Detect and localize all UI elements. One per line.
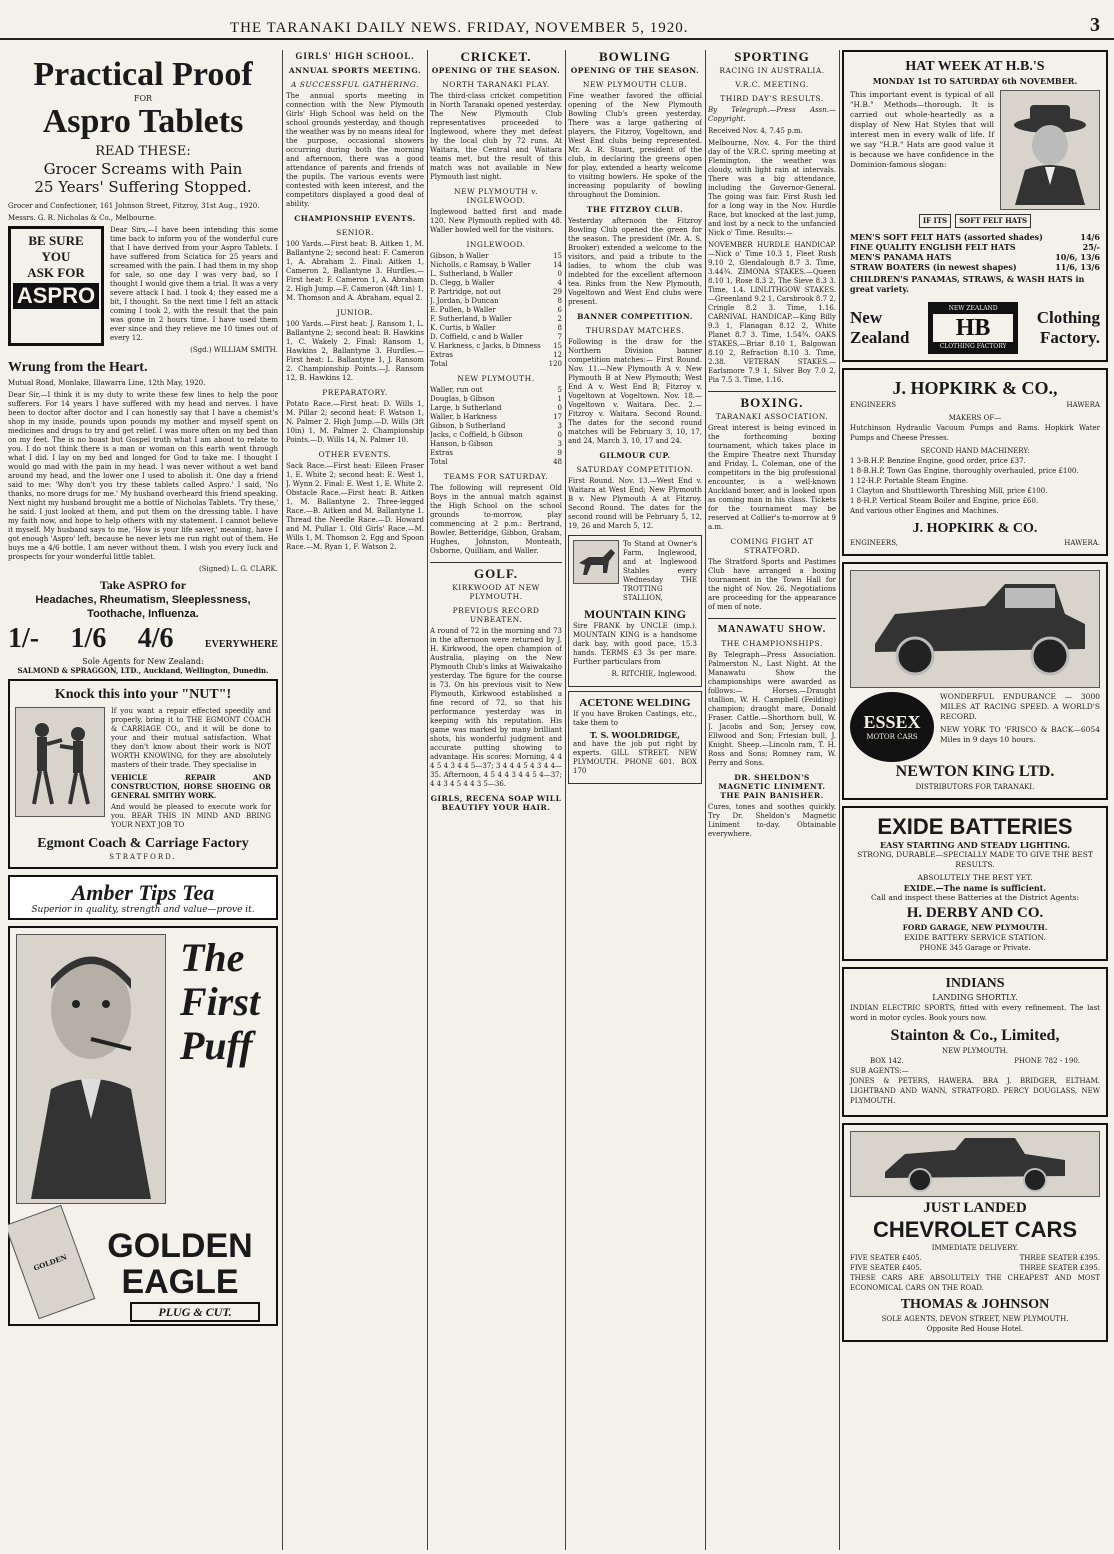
hat-price: 14/6 xyxy=(1080,232,1100,242)
knock-specialties: VEHICLE REPAIR AND CONSTRUCTION, HORSE SHOEING OR GENERAL SMITHY WORK. xyxy=(111,773,271,800)
acetone-body: If you have Broken Castings, etc., take them to xyxy=(573,710,697,727)
batsman-name: E. Pullen, b Waller xyxy=(430,306,496,314)
bowling-title: BOWLING xyxy=(598,50,671,64)
score-row xyxy=(430,360,562,369)
column-divider xyxy=(427,50,428,1550)
aspro-heading: Practical Proof xyxy=(33,56,253,93)
essex-logo-2: MOTOR CARS xyxy=(866,733,918,741)
just-landed: JUST LANDED xyxy=(923,1200,1027,1216)
machinery-item: 1 12-H.P. Portable Steam Engine. xyxy=(850,477,969,485)
exide-title: EXIDE BATTERIES xyxy=(877,814,1073,839)
stratford-fight-heading: COMING FIGHT AT STRATFORD. xyxy=(730,537,814,555)
batsman-name: Gibson, b Sutherland xyxy=(430,422,506,430)
knock-title: Knock this into your "NUT"! xyxy=(54,687,232,702)
hat-item: STRAW BOATERS (in newest shapes) xyxy=(850,262,1017,272)
batsman-name: Extras xyxy=(430,351,453,359)
smoking-man-illustration xyxy=(16,934,166,1204)
sporting-subtitle: RACING IN AUSTRALIA. xyxy=(719,66,825,75)
column-divider xyxy=(282,50,283,1550)
sporting-subtitle-2: V.R.C. MEETING. xyxy=(735,80,809,89)
car-icon xyxy=(855,574,1095,684)
sporting-title: SPORTING xyxy=(734,50,810,64)
thomas-johnson: THOMAS & JOHNSON xyxy=(900,1297,1050,1312)
exide-sub: EASY STARTING AND STEADY LIGHTING. xyxy=(879,840,1071,850)
boxing-subtitle: TARANAKI ASSOCIATION. xyxy=(715,412,829,421)
ghs-junior-heading: JUNIOR. xyxy=(336,308,374,317)
aspro-advertisement-column xyxy=(8,50,278,1550)
batsman-name: L. Sutherland, b Waller xyxy=(430,270,513,278)
stratford-fight-body: The Stratford Sports and Pastimes Club have arranged a boxing tournament in the Town Hall for the night of Nov. 26. Negotiations are proceeding for the appearance of men of note. xyxy=(708,558,836,611)
boxers-icon xyxy=(20,712,100,812)
batsman-name: D. Clegg, b Waller xyxy=(430,279,495,287)
score-row xyxy=(430,431,562,440)
bowling-subtitle-2: NEW PLYMOUTH CLUB. xyxy=(582,80,688,89)
bowling-body-4: First Round. Nov. 13.—West End v. Waitara at West End; New Plymouth B v. New Plymouth A at Fitzroy. Second Round. The dates for the second round will be February 5, 12, 19, 26 and March 5, 12. xyxy=(568,477,702,530)
tobacco-plug-cut: PLUG & CUT. xyxy=(130,1302,260,1322)
acetone-firm: T. S. WOOLDRIDGE, xyxy=(589,730,681,740)
horse-icon xyxy=(575,543,617,581)
letter1-body: Dear Sirs,—I have been intending this some time back to inform you of the wonderful cure that I have derived from your Aspro Tablets. I have suffered from Sciatica for 25 years and screamed with the pain. I had them in my shop for sale, so one day I was very bad, so I thought I would give them a trial. It was a very severe attack I had. I took 4; they eased me a bit, I thought. So the next time I felt an attack coming I took 2, with the result that the pain was gone in 2 hours time. I have used them ever since and they relieve me 10 times out of every 12. xyxy=(110,226,278,342)
batsman-runs: 14 xyxy=(553,261,562,269)
hat-week-advertisement xyxy=(842,50,1108,362)
derby-name: H. DERBY AND CO. xyxy=(906,905,1044,921)
makers-body: Hutchinson Hydraulic Vacuum Pumps and Rams. Hopkirk Water Pumps and Cheese Presses. xyxy=(850,424,1100,442)
batsman-runs: 6 xyxy=(557,306,562,314)
cricket-subtitle: OPENING OF THE SEASON. xyxy=(431,66,561,75)
cheapest-cars: THESE CARS ARE ABSOLUTELY THE CHEAPEST AND MOST ECONOMICAL CARS ON THE ROAD. xyxy=(850,1274,1100,1292)
stallion-name: MOUNTAIN KING xyxy=(583,607,687,621)
hopkirk-engineers: ENGINEERS xyxy=(850,401,897,409)
hat-price: 25/- xyxy=(1082,242,1100,252)
batsman-runs: 12 xyxy=(553,351,562,359)
score-row xyxy=(430,458,562,467)
indians-body: INDIAN ELECTRIC SPORTS, fitted with every refinement. The last word in motor cycles. Book yours now. xyxy=(850,1004,1100,1022)
derby-address: FORD GARAGE, NEW PLYMOUTH. xyxy=(902,923,1048,932)
ghs-title: GIRLS' HIGH SCHOOL. xyxy=(295,51,415,61)
essex-advertisement xyxy=(842,562,1108,800)
hb-logo-top: NEW ZEALAND xyxy=(948,305,998,312)
hat-label-2: SOFT FELT HATS xyxy=(955,214,1031,228)
ask-for-aspro-badge xyxy=(8,226,104,346)
batsman-name: Douglas, b Gibson xyxy=(430,395,495,403)
page-number: 3 xyxy=(1090,14,1100,36)
three-seater-price: THREE SEATER £395. xyxy=(1019,1254,1100,1262)
bowling-column xyxy=(568,50,702,1550)
boxers-illustration xyxy=(15,707,105,817)
car-icon xyxy=(865,1134,1085,1194)
five-seater-price: FIVE SEATER £405. xyxy=(850,1254,922,1262)
batsman-runs: 0 xyxy=(557,404,562,412)
exide-advertisement xyxy=(842,806,1108,961)
manawatu-title: MANAWATU SHOW. xyxy=(717,624,827,635)
batsman-name: D. Coffield, c and b Waller xyxy=(430,333,523,341)
batsman-name: Total xyxy=(430,458,448,466)
batsman-name: Nicholls, c Ramsay, b Waller xyxy=(430,261,531,269)
teams-heading: TEAMS FOR SATURDAY. xyxy=(443,472,549,481)
hat-week-dates: MONDAY 1st TO SATURDAY 6th NOVEMBER. xyxy=(872,76,1078,86)
sole-agents: Sole Agents for New Zealand: xyxy=(82,657,204,666)
nz-right-1: Clothing xyxy=(1036,308,1100,327)
exide-sub-2: STRONG, DURABLE—SPECIALLY MADE TO GIVE THE BEST RESULTS. xyxy=(857,850,1093,869)
sporting-column xyxy=(708,50,836,1550)
hopkirk-title: J. HOPKIRK & CO., xyxy=(892,378,1058,398)
team1-scorecard xyxy=(430,252,562,369)
hat-man-illustration xyxy=(1000,90,1100,210)
girls-high-school-column xyxy=(286,50,424,1550)
aspro-read-these: READ THESE: xyxy=(95,144,191,159)
score-row xyxy=(430,288,562,297)
hb-logo-bottom: CLOTHING FACTORY xyxy=(939,343,1007,350)
mountain-king-advertisement xyxy=(568,535,702,687)
golf-subtitle: KIRKWOOD AT NEW PLYMOUTH. xyxy=(452,583,540,601)
egmont-town: STRATFORD. xyxy=(109,853,177,861)
sporting-body-1: Melbourne, Nov. 4. For the third day of the V.R.C. spring meeting at Flemington, the weather was cloudy, with light rain at intervals. There was a big attendance, including the Governor-General. The going was fair. First Rush led for a long way in the Nov. Hurdle Race, but knocked at the last jump, and lost by a neck to the unfancied Nick o' Time. Results:— xyxy=(708,139,836,237)
machinery-item: 1 3-B.H.P. Benzine Engine, good order, price £37. xyxy=(850,457,1026,465)
score-row xyxy=(430,395,562,404)
batsman-name: Gibson, b Waller xyxy=(430,252,489,260)
score-row xyxy=(430,252,562,261)
ghs-senior-heading: SENIOR. xyxy=(336,228,374,237)
chevrolet-advertisement xyxy=(842,1123,1108,1342)
amber-tips-tea-advertisement xyxy=(8,875,278,920)
ghs-body-5: Sack Race.—First heat: Eileen Fraser 1, E. White 2; second heat: E. West 1, J. Wynn 2. Final: E. West 1, E. White 2. Obstacle Race.—First heat: B. Aitken 1, M. Ballantyne 2. Three-legged Race.—B. Aitken and M. Ballantyne 1. Thread the Needle Race.—D. Howard and M. Pullar 1. Old Girls' Race.—M. Wills 1, M. Thomson 2. Egg and Spoon Race.—M. Ryan 1, F. Watson 2. xyxy=(286,462,424,551)
immediate-delivery: IMMEDIATE DELIVERY. xyxy=(931,1244,1019,1252)
hat-price-list xyxy=(850,232,1100,272)
exide-name: EXIDE.—The name is sufficient. xyxy=(903,883,1047,893)
stainton-box: BOX 142. xyxy=(870,1057,904,1065)
boxing-body: Great interest is being evinced in the forthcoming boxing tournament, which takes place in the Empire Theatre next Thursday and Friday. L. Coleman, one of the competitors in the big professional encounter, is a well-known Auckland boxer, and is looked upon as coming man in his class. Tickets for the tournament may be reserved at Collier's to-morrow at 9 a.m. xyxy=(708,424,836,531)
makers-heading: MAKERS OF— xyxy=(948,414,1002,422)
hopkirk-town: HAWERA xyxy=(1066,401,1100,409)
price-row xyxy=(8,623,278,655)
indians-advertisement xyxy=(842,967,1108,1117)
acetone-tail: and have the job put right by experts. GILL STREET, NEW PLYMOUTH. PHONE 601. BOX 170 xyxy=(573,740,697,775)
exide-best: ABSOLUTELY THE BEST YET. xyxy=(917,873,1033,882)
hat-item: MEN'S SOFT FELT HATS (assorted shades) xyxy=(850,232,1043,242)
subagents-list: JONES & PETERS, HAWERA. BRA J. BRIDGER, ELTHAM. LIGHTBAND AND WANN, STRATFORD. PERCY DOUGLASS, NEW PLYMOUTH. xyxy=(850,1077,1100,1105)
ghs-subtitle: ANNUAL SPORTS MEETING. xyxy=(288,66,422,75)
manawatu-subtitle: THE CHAMPIONSHIPS. xyxy=(721,639,823,648)
sole-agents-names: SALMOND & SPRAGGON, LTD., Auckland, Wellington, Dunedin. xyxy=(17,666,269,675)
man-in-hat-icon xyxy=(1005,95,1095,205)
ghs-body-2: 100 Yards.—First heat: B. Aitken 1, M. Ballantyne 2; second heat: F. Cameron 1, A. Abraham 2. Final: Aitken 1, Cameron 2, Ballantyne 3. Hurdles.—First heat: F. Cameron 1, A. Abraham 2. High Jump.—F. Cameron (4ft 1in) 1, M. Thomson and A. Abraham, equal 2. xyxy=(286,240,424,302)
batsman-name: Total xyxy=(430,360,448,368)
batsman-runs: 120 xyxy=(548,360,562,368)
batsman-name: Extras xyxy=(430,449,453,457)
score-row xyxy=(430,306,562,315)
essex-trip: NEW YORK TO 'FRISCO & BACK—6054 Miles in 9 days 10 hours. xyxy=(940,725,1100,744)
machinery-list xyxy=(850,456,1100,506)
golf-subtitle-2: PREVIOUS RECORD UNBEATEN. xyxy=(452,606,540,624)
hopkirk-footer-left: ENGINEERS, xyxy=(850,539,898,547)
bowling-body-1: Fine weather favored the official opening of the New Plymouth Bowling Club's green yesterday. There was a large gathering of players, the Fitzroy, Vogeltown, and West End clubs being represented. Mr. A. R. Stuart, president of the club, in declaring the greens open for play, extended a hearty welcome to visiting bowlers. He spoke of the increasing popularity of bowling throughout the Dominion. xyxy=(568,92,702,199)
cricket-golf-column xyxy=(430,50,562,1550)
aspro-product: Aspro Tablets xyxy=(42,103,244,140)
derby-service: EXIDE BATTERY SERVICE STATION. xyxy=(904,933,1046,942)
teams-body: The following will represent Old Boys in the annual match against the High School on the school grounds to-morrow, play commencing at 2 p.m.: Bertrand, Bowler, Betteridge, Gibbon, Graham, Hughes, Johnston, Monteath, Osborne, Quilliam, and Waller. xyxy=(430,484,562,555)
golf-body: A round of 72 in the morning and 73 in the afternoon were returned by J. H. Kirkwood, the open champion of Australia, playing on the New Plymouth Club's links at Waiwakaiho yesterday. The figure for the course is 73. On his previous visit to New Plymouth, Kirkwood established a fine record of 72, so that his performance yesterday was in keeping with his reputation. His game was marked by many brilliant shots, his wonderful judgment and accurate putting showing to advantage. His scores: Morning, 4 4 4 5 4 3 4 4 5—37; 3 4 4 4 5 4 3 4 4—35. Afternoon, 4 5 4 4 3 4 4 5 4—37; 4 4 3 4 5 4 4 3 5—36. xyxy=(430,627,562,788)
manawatu-body: By Telegraph—Press Association. Palmerston N., Last Night. At the Manawatu Show the championships were awarded as follows:— Horses.—Draught stallion, W. H. Campbell (Feilding) champion; draught mare, Donald Fraser. Cattle.—Shorthorn bull, W. J. Jacobs and Son; Jersey cow, Ellwood and Son; Friesian bull, J. Knight. Sheep.—Lincoln ram, T. H. Ross and Sons; Romney ram, W. Perry and Sons. xyxy=(708,651,836,767)
batsman-runs: 8 xyxy=(557,297,562,305)
price-1: 1/- xyxy=(8,623,40,654)
ghs-body-4: Potato Race.—First heat: D. Wills 1, M. Pillar 2; second heat: F. Watson 1, N. Palmer 2. High Jump.—D. Wills (3ft 10in) 1, M. Palmer 2. Championship Points.—D. Wills 14, N. Palmer 10. xyxy=(286,400,424,444)
other-engines: And various other Engines and Machines. xyxy=(850,507,999,515)
children-hats: CHILDREN'S PANAMAS, STRAWS, & WASH HATS in great variety. xyxy=(850,274,1085,294)
acetone-welding-advertisement xyxy=(568,691,702,784)
batsman-runs: 3 xyxy=(557,422,562,430)
team1-heading: INGLEWOOD. xyxy=(466,240,526,249)
batsman-runs: 4 xyxy=(557,279,562,287)
hb-logo-text: HB xyxy=(933,314,1013,342)
boxing-title: BOXING. xyxy=(740,395,804,410)
score-row xyxy=(430,324,562,333)
badge-line1: BE SURE YOU xyxy=(28,233,84,264)
derby-phone: PHONE 345 Garage or Private. xyxy=(919,944,1031,952)
batsman-runs: 1 xyxy=(557,395,562,403)
sporting-body-2: NOVEMBER HURDLE HANDICAP.—Nick o' Time 10.3 1, Fleet Rush 9.10 2, Glendalough 8.7 3. Time, 3.44¾. ZIMONA STAKES.—Queen 8.10 1, Rose 8.3 2, The Sieve 8.3 3. Time, 1.4. LINLITHGOW STAKES.—Greenland 9.2 1, Carsbrook 8.7 2, Cringle 8.2 3. Time, 1.16. CARNIVAL HANDICAP.—King Billy 9.3 1, Flanagan 8.12 2, White Planet 8.7 3. Time, 1.54¾. OAKS STAKES.—Briar 8.10 1, Balgowan 8.10 2, Refraction 8.10 3. Time, 2.38. VETERAN STAKES.—Earlsmore 7.9 1, Silver Boy 7.0 2, Pia 7.5 3. Time, 1.16. xyxy=(708,241,836,384)
batsman-name: J. Jordan, b Duncan xyxy=(430,297,499,305)
subagents-heading: SUB AGENTS:— xyxy=(850,1067,909,1075)
page-title: THE TARANAKI DAILY NEWS. FRIDAY, NOVEMBER 5, 1920. xyxy=(230,20,689,36)
three-seater-price-2: THREE SEATER £395. xyxy=(1019,1264,1100,1272)
stallion-body: Sire FRANK by UNCLE (imp.). MOUNTAIN KING is a handsome dark bay, with good pace, 15.3 hands. TERMS £3 3s per mare. Further particulars from xyxy=(573,622,697,666)
stallion-heading: To Stand at Owner's Farm, Inglewood, and at Inglewood Stables every Wednesday THE TROTTING STALLION, xyxy=(623,540,697,602)
smoking-man-icon xyxy=(21,939,161,1199)
machinery-item: 1 8-H.P. Vertical Steam Boiler and Engine, price £60. xyxy=(850,497,1039,505)
team2-heading: NEW PLYMOUTH. xyxy=(457,374,535,383)
batsman-name: V. Harkness, c Jacks, b Dinness xyxy=(430,342,541,350)
tobacco-brand-1: GOLDEN xyxy=(107,1227,253,1265)
tobacco-packet-brand: GOLDEN xyxy=(32,1251,68,1273)
letter1-signature: (Sgd.) WILLIAM SMITH. xyxy=(190,346,278,354)
sheldon-heading: DR. SHELDON'S MAGNETIC LINIMENT. THE PAIN BANISHER. xyxy=(718,773,826,800)
hat-week-title: HAT WEEK AT H.B.'S xyxy=(905,59,1045,74)
knock-tail: And would be pleased to execute work for you. BEAR THIS IN MIND AND BRING YOUR NEXT JOB TO xyxy=(111,803,271,829)
take-aspro: Take ASPRO for xyxy=(99,578,187,592)
hat-week-body: This important event is typical of all "H.B." Methods—thorough. It is carried out whole-heartedly as a display of New Hat Styles that will interest men in every walk of life. If we say "H.B." Hats are good value it is because we have confidence in the Dominion-famous slogan: xyxy=(850,90,994,169)
ghs-subtitle-2: A SUCCESSFUL GATHERING. xyxy=(290,80,420,89)
hat-price-row xyxy=(850,252,1100,262)
hb-logo xyxy=(928,302,1018,354)
everywhere: EVERYWHERE xyxy=(204,639,278,650)
advertisements-column xyxy=(842,50,1108,1550)
batsman-name: Large, b Sutherland xyxy=(430,404,502,412)
score-row xyxy=(430,261,562,270)
sheldon-body: Cures, tones and soothes quickly. Try Dr. Sheldon's Magnetic Liniment to-day. Obtainable everywhere. xyxy=(708,803,836,838)
bowling-body-3: Following is the draw for the Northern Division banner competition matches:— First Round. Nov. 11.—New Plymouth A v. New Plymouth B at New Plymouth; West End A v. West End B; Fitzroy v. Vogeltown at Vogeltown. Nov. 18.—Vogeltown v. Waitara. Dec. 2.—Fitzroy v. Waitara. Second Round. The dates for the second round matches will be February 3, 10, 17, and 24, March 3, 10, 17 and 24. xyxy=(568,338,702,445)
score-row xyxy=(430,342,562,351)
letter1-address: Grocer and Confectioner, 161 Johnson Street, Fitzroy, 31st Aug., 1920. xyxy=(8,202,260,210)
golf-title: GOLF. xyxy=(474,566,518,581)
batsman-name: Waller, run out xyxy=(430,386,483,394)
aspro-for: FOR xyxy=(133,94,153,103)
batsman-runs: 15 xyxy=(553,342,562,350)
hat-price-row xyxy=(850,242,1100,252)
batsman-runs: 5 xyxy=(557,386,562,394)
hat-price: 10/6, 13/6 xyxy=(1055,252,1100,262)
trotting-horse-illustration xyxy=(573,540,619,584)
tobacco-brand-2: EAGLE xyxy=(121,1263,239,1301)
hat-item: FINE QUALITY ENGLISH FELT HATS xyxy=(850,242,1016,252)
newton-king-sub: DISTRIBUTORS FOR TARANAKI. xyxy=(915,783,1035,791)
egmont-coach-advertisement xyxy=(8,679,278,869)
score-row xyxy=(430,270,562,279)
score-row xyxy=(430,297,562,306)
letter2-address: Mutual Road, Monlake, Illawarra Line, 12th May, 1920. xyxy=(8,379,206,387)
column-divider xyxy=(839,50,840,1550)
masthead xyxy=(0,0,1114,40)
aspro-grocer: Grocer Screams with Pain xyxy=(43,160,243,178)
batsman-runs: 9 xyxy=(557,449,562,457)
egmont-firm: Egmont Coach & Carriage Factory xyxy=(37,836,249,851)
hat-item: MEN'S PANAMA HATS xyxy=(850,252,952,262)
badge-brand: ASPRO xyxy=(13,283,99,309)
puff-word-3: Puff xyxy=(180,1023,253,1068)
heart-title: Wrung from the Heart. xyxy=(8,360,148,375)
batsman-runs: 8 xyxy=(557,324,562,332)
gilmour-subheading: SATURDAY COMPETITION. xyxy=(576,465,694,474)
stainton-town: NEW PLYMOUTH. xyxy=(942,1047,1008,1055)
hopkirk-footer: J. HOPKIRK & CO. xyxy=(912,521,1038,536)
machinery-item: 1 8-B.H.P. Town Gas Engine, thoroughly overhauled, price £100. xyxy=(850,467,1079,475)
column-divider xyxy=(705,50,706,1550)
aspro-suffering: 25 Years' Suffering Stopped. xyxy=(34,178,252,196)
knock-body: If you want a repair effected speedily and properly, bring it to THE EGMONT COACH & CARRIAGE CO., and it will be done to your and their mutual satisfaction. What they don't know about their work is NOT WORTH KNOWING, for they are absolutely masters of their trade. They specialise in xyxy=(111,707,271,769)
batsman-name: Waller, b Harkness xyxy=(430,413,497,421)
ghs-body-1: The annual sports meeting in connection with the New Plymouth Girls' High School was held on the school grounds yesterday, and though the weather was by no means ideal for the purpose, occasional showers occurring during both the morning and afternoon, there was a good attendance of parents and friends of the pupils. The various events were contested with keen interest, and the competitors displayed a good deal of ability. xyxy=(286,92,424,208)
stainton-phone: PHONE 782 - 190. xyxy=(1014,1057,1080,1065)
tobacco-packet-illustration xyxy=(8,1205,95,1319)
batsman-runs: 15 xyxy=(553,252,562,260)
chevrolet-title: CHEVROLET CARS xyxy=(872,1217,1078,1242)
nz-left-1: New xyxy=(850,308,883,327)
batsman-name: Hanson, b Gibson xyxy=(430,440,493,448)
ailments: Headaches, Rheumatism, Sleeplessness, Toothache, Influenza. xyxy=(35,594,251,620)
essex-car-illustration xyxy=(850,570,1100,688)
sporting-received: Received Nov. 4, 7.45 p.m. xyxy=(708,127,803,135)
batsman-runs: 2 xyxy=(557,315,562,323)
column-divider xyxy=(565,50,566,1550)
machinery-item: 1 Clayton and Shuttleworth Threshing Mill, price £100. xyxy=(850,487,1048,495)
sporting-byline: By Telegraph.—Press Assn.—Copyright. xyxy=(708,106,836,123)
gilmour-heading: GILMOUR CUP. xyxy=(599,451,671,460)
ghs-preparatory-heading: PREPARATORY. xyxy=(322,388,388,397)
score-row xyxy=(430,404,562,413)
batsman-name: K. Curtis, b Waller xyxy=(430,324,496,332)
tea-brand: Amber Tips Tea xyxy=(71,880,215,905)
tea-slogan: Superior in quality, strength and value—prove it. xyxy=(31,905,255,915)
price-3: 4/6 xyxy=(137,623,174,654)
batsman-runs: 0 xyxy=(557,431,562,439)
batsman-runs: 7 xyxy=(557,333,562,341)
letter1-to: Messrs. G. R. Nicholas & Co., Melbourne. xyxy=(8,214,157,222)
recena-soap-notice: GIRLS, RECENA SOAP WILL BEAUTIFY YOUR HAIR. xyxy=(430,794,562,812)
thomas-johnson-sub: SOLE AGENTS, DEVON STREET, NEW PLYMOUTH. xyxy=(881,1315,1069,1323)
stainton-name: Stainton & Co., Limited, xyxy=(890,1027,1060,1044)
chevrolet-car-illustration xyxy=(850,1131,1100,1197)
acetone-title: ACETONE WELDING xyxy=(579,697,691,709)
thomas-johnson-address: Opposite Red House Hotel. xyxy=(926,1325,1024,1333)
nz-right-2: Factory. xyxy=(1040,328,1100,347)
ghs-body-3: 100 Yards.—First heat: J. Ransom 1, L. Ballantyne 2; second heat: B. Hawkins 1, C. Wakely 2. Final: Ransom 1, Hawkins 2, Ballantyne 3. Hurdles.—First heat: L. Ballantyne 1, J. Ransom 2. Championship Points.—J. Ransom 12, B. Hawkins 12. xyxy=(286,320,424,382)
indians-title: INDIANS xyxy=(945,976,1005,991)
batsman-runs: 0 xyxy=(557,270,562,278)
cricket-body-1: The third-class cricket competition in North Taranaki opened yesterday. The New Plymouth Club representatives proceeded to Inglewood, where they met defeat by the local club by 72 runs. At Waitara, the Central and Waitara teams met, but the result of this match was not available in New Plymouth last night. xyxy=(430,92,562,181)
cricket-body-2: Inglewood batted first and made 120. New Plymouth replied with 48. Waller bowled well for the visitors. xyxy=(430,208,562,234)
score-row xyxy=(430,315,562,324)
score-row xyxy=(430,413,562,422)
score-row xyxy=(430,279,562,288)
banner-subheading: THURSDAY MATCHES. xyxy=(585,326,685,335)
score-row xyxy=(430,386,562,395)
five-seater-price-2: FIVE SEATER £405. xyxy=(850,1264,922,1272)
hat-price: 11/6, 13/6 xyxy=(1055,262,1100,272)
batsman-name: P. Partridge, not out xyxy=(430,288,501,296)
second-hand-heading: SECOND HAND MACHINERY: xyxy=(920,447,1030,455)
fitzroy-heading: THE FITZROY CLUB. xyxy=(586,205,684,214)
letter2-body: Dear Sir,—I think it is my duty to write these few lines to help the poor sufferers. For 14 years I have suffered with my head and nerves. I have been to doctor after doctor and I can honestly say that I have a chemist's shop in my inside, pounds upon pounds my mother and myself spent on medicines and drugs to try and get relief. I was more often on my bed than on my feet. The is no boast but Gospel truth what I am about to relate to you. I do not think there is a man or woman on this earth went through what I did. I lay on my bed and longed for God to take me. I thought I would go mad with the pain in my head. I was never without a wet band around my head, and the lower one I used to abolish it. One day a friend said to me: 'Why don't you try these tablets called Aspro.' I said, 'No thanks, no more drugs for me.' My husband overheard this friend speaking. Next night my husband brought me a bottle of Nicholas Tablets. 'Try these,' he said. I just looked at them, and put them on the dressing table. I have my faith now, and hope to help others with my statement. I cannot believe it myself. My husband says to me, 'How is your life saver,' meaning, have I got enough 'Aspro' left, because he never lets me run right out of them. He buys me a 4/6 bottle. I am never without them. I wish you every luck and prospects for your wonderful little tablet. xyxy=(8,391,278,561)
batsman-runs: 48 xyxy=(553,458,562,466)
batsman-runs: 17 xyxy=(553,413,562,421)
bowling-body-2: Yesterday afternoon the Fitzroy Bowling Club opened the green for the season. The president (Mr. A. S. Brooker) extended a welcome to the visitors, and paid a tribute to the ladies, to whom the club was indebted for the excellent afternoon tea. Rinks from the New Plymouth, Vogeltown and West End clubs were present. xyxy=(568,217,702,306)
essex-logo xyxy=(850,692,934,762)
cricket-match-heading: NEW PLYMOUTH v. INGLEWOOD. xyxy=(454,187,538,205)
hat-label-1: IF ITS xyxy=(919,214,951,228)
ghs-championship-heading: CHAMPIONSHIP EVENTS. xyxy=(294,214,416,223)
puff-word-1: The xyxy=(180,935,245,980)
hopkirk-advertisement xyxy=(842,368,1108,556)
indians-sub: LANDING SHORTLY. xyxy=(932,993,1018,1002)
price-2: 1/6 xyxy=(70,623,107,654)
hat-price-row xyxy=(850,262,1100,272)
score-row xyxy=(430,351,562,360)
badge-line2: ASK FOR xyxy=(27,265,85,280)
banner-heading: BANNER COMPETITION. xyxy=(577,312,693,321)
batsman-name: F. Sutherland, b Waller xyxy=(430,315,512,323)
bowling-subtitle: OPENING OF THE SEASON. xyxy=(570,66,700,75)
cricket-title: CRICKET. xyxy=(460,50,532,64)
team2-scorecard xyxy=(430,386,562,467)
hat-price-row xyxy=(850,232,1100,242)
batsman-runs: 3 xyxy=(557,440,562,448)
sporting-subtitle-3: THIRD DAY'S RESULTS. xyxy=(720,94,824,103)
batsman-name: Jacks, c Coffield, b Gibson xyxy=(430,431,523,439)
essex-endurance: WONDERFUL ENDURANCE — 3000 MILES AT RACING SPEED. A WORLD'S RECORD. xyxy=(940,692,1100,721)
score-row xyxy=(430,440,562,449)
cricket-subtitle-2: NORTH TARANAKI PLAY. xyxy=(442,80,550,89)
score-row xyxy=(430,422,562,431)
hopkirk-footer-right: HAWERA. xyxy=(1064,539,1100,547)
puff-word-2: First xyxy=(180,979,261,1024)
score-row xyxy=(430,449,562,458)
stallion-owner: R. RITCHIE, Inglewood. xyxy=(611,670,697,678)
exide-call: Call and inspect these Batteries at the District Agents: xyxy=(870,893,1080,902)
score-row xyxy=(430,333,562,342)
letter2-signature: (Signed) L. G. CLARK. xyxy=(198,565,278,573)
golden-eagle-tobacco-advertisement xyxy=(8,926,278,1326)
nz-left-2: Zealand xyxy=(850,328,910,347)
newton-king: NEWTON KING LTD. xyxy=(895,763,1055,780)
ghs-other-heading: OTHER EVENTS. xyxy=(318,450,392,459)
batsman-runs: 29 xyxy=(553,288,562,296)
essex-logo-1: ESSEX xyxy=(863,712,921,732)
